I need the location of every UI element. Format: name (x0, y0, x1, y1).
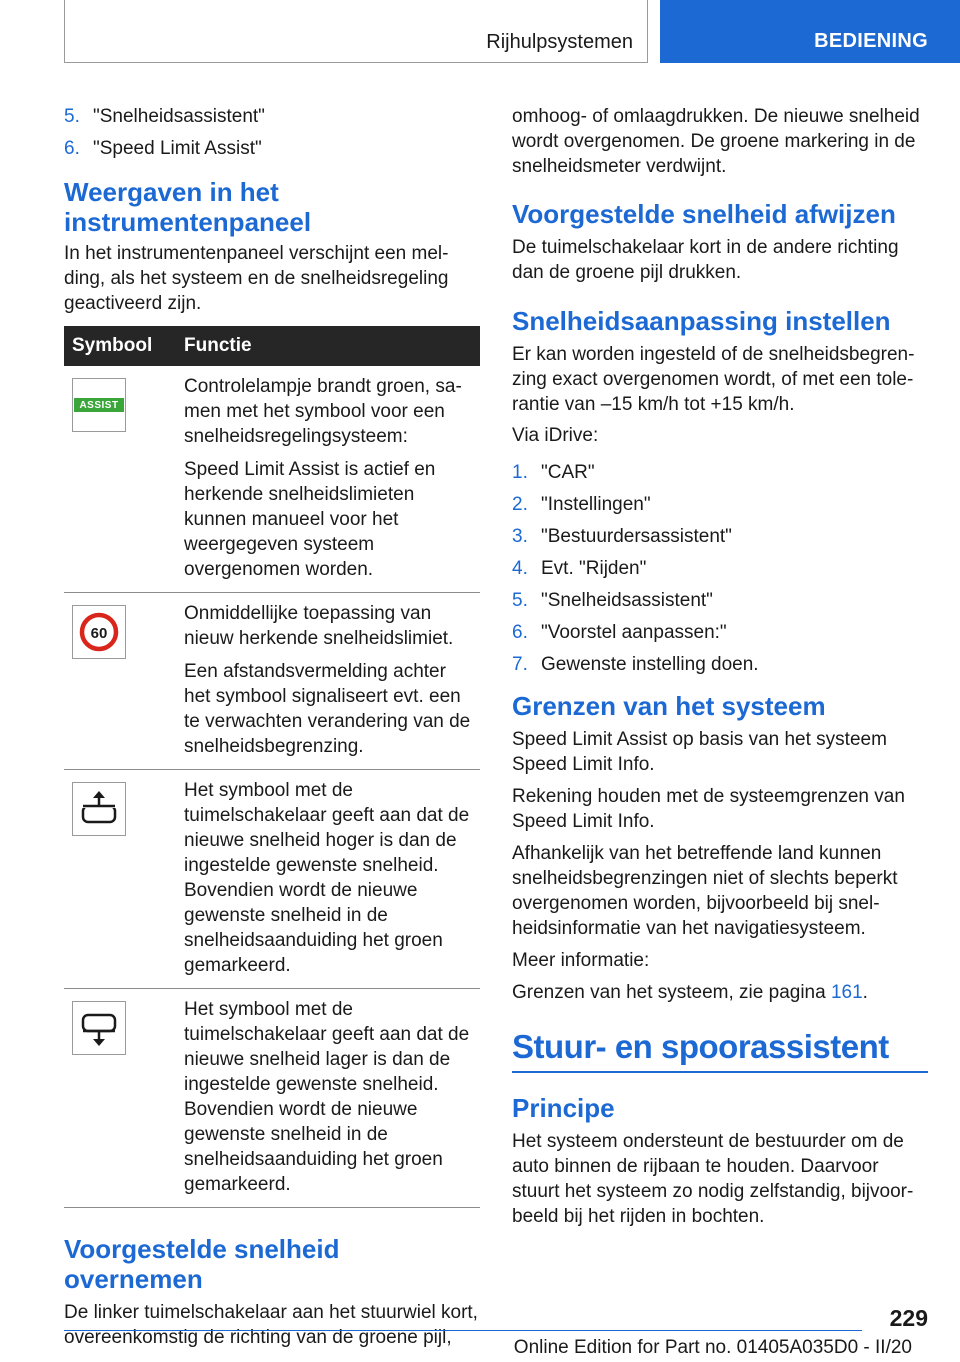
heading-reject: Voorgestelde snelheid afwijzen (512, 199, 896, 229)
table-row: Het symbool met de tuimelschakelaar geeft aan dat de nieuwe snelheid lager is dan de ingestelde gewenste snelheid. Bovendien wordt de nieuwe gewenste snelheid in de snelheidsaanduiding het groen gemarkeerd. (64, 989, 480, 1208)
paragraph-adopt: De linker tuimelschakelaar aan het stuurwiel kort, overeenkomstig de richting van de groene pijl, (64, 1302, 478, 1348)
right-column (512, 104, 928, 1229)
lever-down-icon (72, 1001, 126, 1055)
symbol-table (64, 326, 480, 1208)
col-function-header: Functie (176, 326, 480, 366)
heading-principle: Principe (512, 1093, 615, 1123)
lever-up-icon (72, 782, 126, 836)
paragraph-adopt-cont: omhoog- of omlaagdrukken. De nieuwe snelheid wordt overgenomen. De groene markering in de snelheidsmeter verdwijnt. (512, 106, 920, 177)
list-item: 4. Evt. "Rijden" (512, 558, 647, 579)
idrive-steps-list (512, 460, 928, 677)
paragraph-display: In het instrumentenpaneel verschijnt een melding, als het systeem en de snelheidsregeling geactiveerd zijn. (64, 243, 449, 314)
paragraph-limits-3: Afhankelijk van het betreffende land kunnen snelheidsbegrenzingen niet of slechts beperkt overgenomen worden, bijvoorbeeld bij snelheidsinformatie van het navigatiesysteem. (512, 843, 898, 939)
list-item: 1. "CAR" (512, 462, 595, 483)
speed-limit-sign-icon (72, 605, 126, 659)
paragraph-reference: Grenzen van het systeem, zie pagina 161. (512, 982, 868, 1003)
table-row: ASSIST Controlelampje brandt groen, samen met het symbool voor een snelheidsregelingsysteem: Speed Limit Assist is actief en herkende snelheidslimieten kunnen manueel voor het weergegeven systeem overgenomen worden. (64, 366, 480, 593)
col-symbol-header: Symbool (64, 326, 176, 366)
list-item: 5. "Snelheidsassistent" (512, 590, 713, 611)
page-reference-link[interactable]: 161 (830, 982, 863, 1003)
paragraph-adjust: Er kan worden ingesteld of de snelheidsbegrenzing exact overgenomen wordt, of met een tolerantie van –15 km/h tot +15 km/h. (512, 344, 915, 415)
footer-edition: Online Edition for Part no. 01405A035D0 - II/20 (513, 1337, 912, 1358)
table-header-row (64, 326, 480, 366)
list-item: 7. Gewenste instelling doen. (512, 654, 759, 675)
header-chapter-box (64, 0, 648, 63)
paragraph-more-info: Meer informatie: (512, 950, 650, 971)
list-item: 6. "Voorstel aanpassen:" (512, 622, 727, 643)
table-row: Het symbool met de tuimelschakelaar geeft aan dat de nieuwe snelheid hoger is dan de ingestelde gewenste snelheid. Bovendien wordt de nieuwe gewenste snelheid in de snelheidsaanduiding het groen gemarkeerd. (64, 770, 480, 989)
paragraph-principle: Het systeem ondersteunt de bestuurder om de auto binnen de rijbaan te houden. Daarvoor stuurt het systeem zo nodig zelfstandig, bijvoorbeeld bij het rijden in bochten. (512, 1131, 914, 1227)
heading-limits: Grenzen van het systeem (512, 691, 826, 721)
heading-adjust: Snelheidsaanpassing instellen (512, 306, 891, 336)
heading-display: Weergaven in het instrumentenpaneel (64, 177, 312, 237)
heading-adopt: Voorgestelde snelheid overnemen (64, 1234, 340, 1294)
paragraph-via-idrive: Via iDrive: (512, 425, 599, 446)
list-item: 3. "Bestuurdersassistent" (512, 526, 732, 547)
svg-text:60: 60 (90, 625, 108, 642)
chapter-heading-rule (512, 1027, 928, 1073)
chapter-title: Rijhulpsystemen (486, 31, 633, 53)
assist-indicator-icon: ASSIST (72, 378, 126, 432)
paragraph-limits-1: Speed Limit Assist op basis van het systeem Speed Limit Info. (512, 729, 887, 775)
heading-main: Stuur- en spoorassistent (512, 1028, 889, 1065)
paragraph-limits-2: Rekening houden met de systeemgrenzen van Speed Limit Info. (512, 786, 905, 832)
table-row: 60 Onmiddellijke toepassing van nieuw herkende snelheidslimiet. Een afstandsvermelding achter het symbool signaliseert evt. een te verwachten verandering van de snelheidsbegrenzing. (64, 593, 480, 770)
page-number: 229 (889, 1305, 928, 1331)
paragraph-reject: De tuimelschakelaar kort in de andere richting dan de groene pijl drukken. (512, 237, 899, 283)
list-item: 2. "Instellingen" (512, 494, 651, 515)
section-title: BEDIENING (814, 30, 928, 52)
steps-list-cont (64, 104, 480, 161)
list-item: 6. "Speed Limit Assist" (64, 138, 262, 159)
list-item: 5. "Snelheidsassistent" (64, 106, 265, 127)
footer-rule (64, 1330, 862, 1331)
header-section-tab[interactable] (660, 0, 960, 63)
left-column (64, 104, 480, 1350)
